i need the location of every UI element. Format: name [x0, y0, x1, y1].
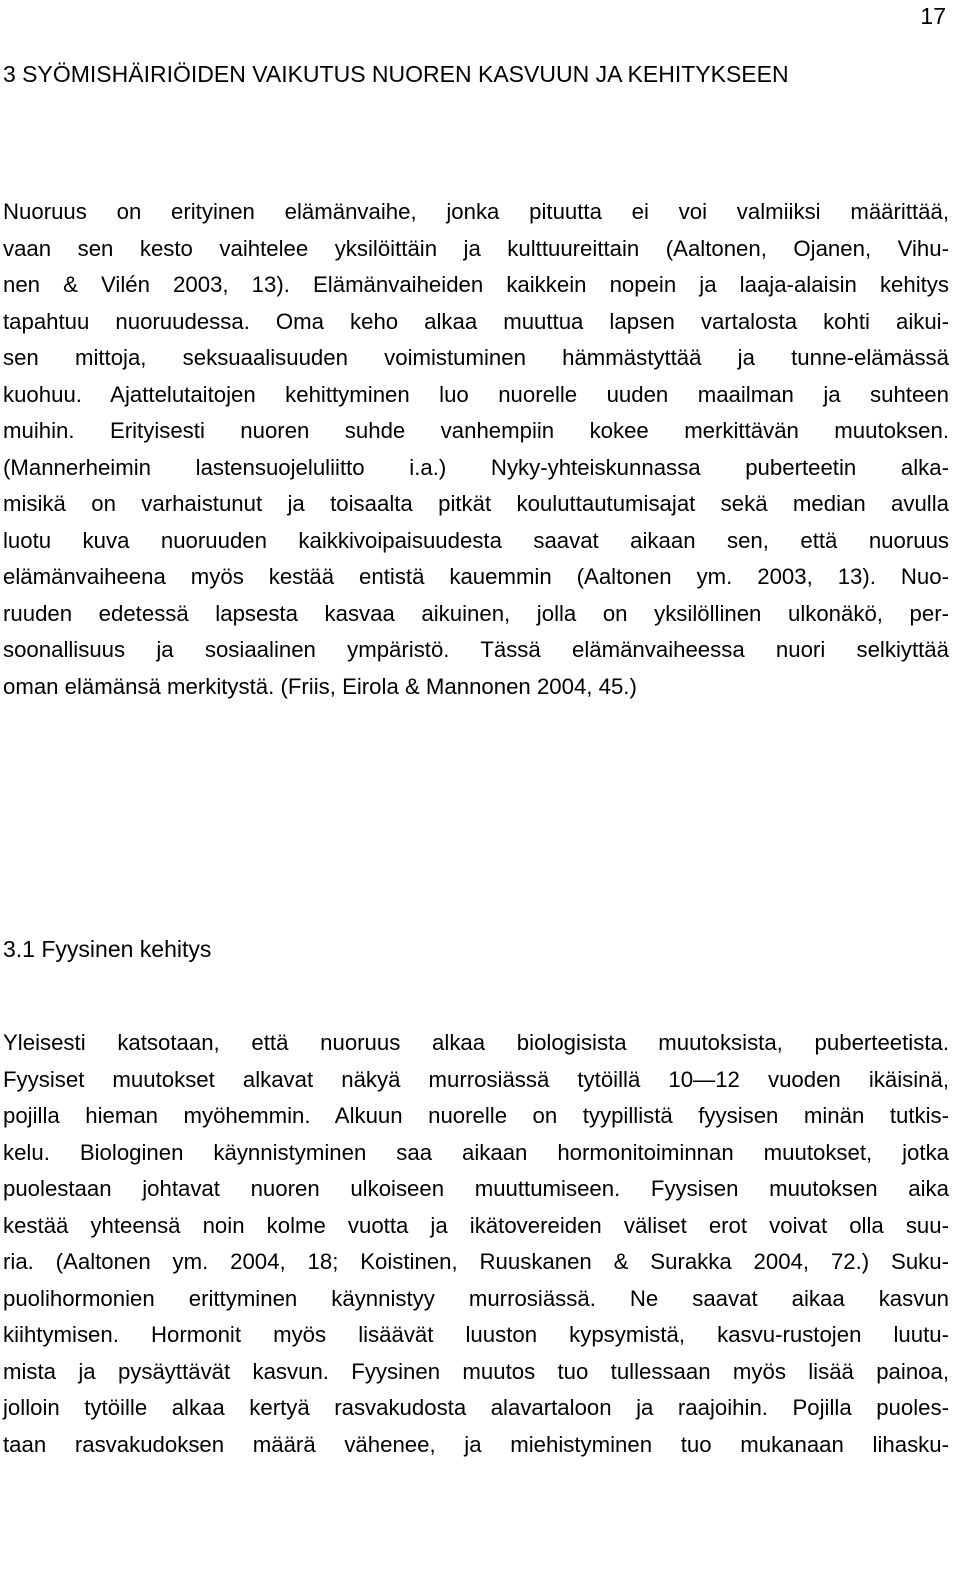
paragraph-line: Yleisesti katsotaan, että nuoruus alkaa biologisista muutoksista, puberteetista. — [3, 1030, 949, 1055]
page-number: 17 — [920, 3, 946, 29]
paragraph-line: jolloin tytöille alkaa kertyä rasvakudosta alavartaloon ja raajoihin. Pojilla puoles- — [3, 1395, 949, 1420]
paragraph-line: kuohuu. Ajattelutaitojen kehittyminen luo nuorelle uuden maailman ja suhteen — [3, 381, 949, 407]
paragraph-line: Fyysiset muutokset alkavat näkyä murrosiässä tytöillä 10—12 vuoden ikäisinä, — [3, 1066, 949, 1092]
paragraph-line: ruuden edetessä lapsesta kasvaa aikuinen, jolla on yksilöllinen ulkonäkö, per- — [3, 600, 949, 626]
paragraph-line: ria. (Aaltonen ym. 2004, 18; Koistinen, Ruuskanen & Surakka 2004, 72.) Suku- — [3, 1249, 949, 1274]
paragraph-line: kelu. Biologinen käynnistyminen saa aikaan hormonitoiminnan muutokset, jotka — [3, 1139, 949, 1165]
paragraph-line: muihin. Erityisesti nuoren suhde vanhempiin kokee merkittävän muutoksen. — [3, 418, 949, 443]
paragraph-line: kestää yhteensä noin kolme vuotta ja ikätovereiden väliset erot voivat olla suu- — [3, 1212, 949, 1238]
chapter-heading: 3 SYÖMISHÄIRIÖIDEN VAIKUTUS NUOREN KASVUUN JA KEHITYKSEEN — [3, 61, 789, 87]
paragraph-1 — [3, 194, 949, 705]
paragraph-line: luotu kuva nuoruuden kaikkivoipaisuudesta saavat aikaan sen, että nuoruus — [3, 527, 949, 553]
paragraph-line: pojilla hieman myöhemmin. Alkuun nuorelle on tyypillistä fyysisen minän tutkis- — [3, 1103, 949, 1128]
paragraph-line: Nuoruus on erityinen elämänvaihe, jonka pituutta ei voi valmiiksi määrittää, — [3, 199, 949, 224]
paragraph-line: nen & Vilén 2003, 13). Elämänvaiheiden kaikkein nopein ja laaja-alaisin kehitys — [3, 272, 949, 297]
section-heading: 3.1 Fyysinen kehitys — [3, 936, 212, 962]
paragraph-line: mista ja pysäyttävät kasvun. Fyysinen muutos tuo tullessaan myös lisää painoa, — [3, 1358, 949, 1384]
paragraph-line: soonallisuus ja sosiaalinen ympäristö. Tässä elämänvaiheessa nuori selkiyttää — [3, 637, 949, 662]
paragraph-line: elämänvaiheena myös kestää entistä kauemmin (Aaltonen ym. 2003, 13). Nuo- — [3, 564, 949, 589]
paragraph-line: misikä on varhaistunut ja toisaalta pitkät kouluttautumisajat sekä median avulla — [3, 491, 949, 516]
paragraph-line: puolihormonien erittyminen käynnistyy murrosiässä. Ne saavat aikaa kasvun — [3, 1285, 949, 1311]
paragraph-2 — [3, 1025, 949, 1463]
paragraph-line: tapahtuu nuoruudessa. Oma keho alkaa muuttua lapsen vartalosta kohti aikui- — [3, 308, 949, 334]
paragraph-line: oman elämänsä merkitystä. (Friis, Eirola & Mannonen 2004, 45.) — [3, 673, 637, 699]
paragraph-line: sen mittoja, seksuaalisuuden voimistuminen hämmästyttää ja tunne-elämässä — [3, 345, 949, 370]
paragraph-line: kiihtymisen. Hormonit myös lisäävät luuston kypsymistä, kasvu-rustojen luutu- — [3, 1322, 949, 1347]
paragraph-line: taan rasvakudoksen määrä vähenee, ja miehistyminen tuo mukanaan lihasku- — [3, 1431, 949, 1457]
paragraph-line: puolestaan johtavat nuoren ulkoiseen muuttumiseen. Fyysisen muutoksen aika — [3, 1176, 949, 1201]
paragraph-line: vaan sen kesto vaihtelee yksilöittäin ja kulttuureittain (Aaltonen, Ojanen, Vihu- — [3, 235, 949, 261]
paragraph-line: (Mannerheimin lastensuojeluliitto i.a.) Nyky-yhteiskunnassa puberteetin alka- — [3, 454, 949, 480]
